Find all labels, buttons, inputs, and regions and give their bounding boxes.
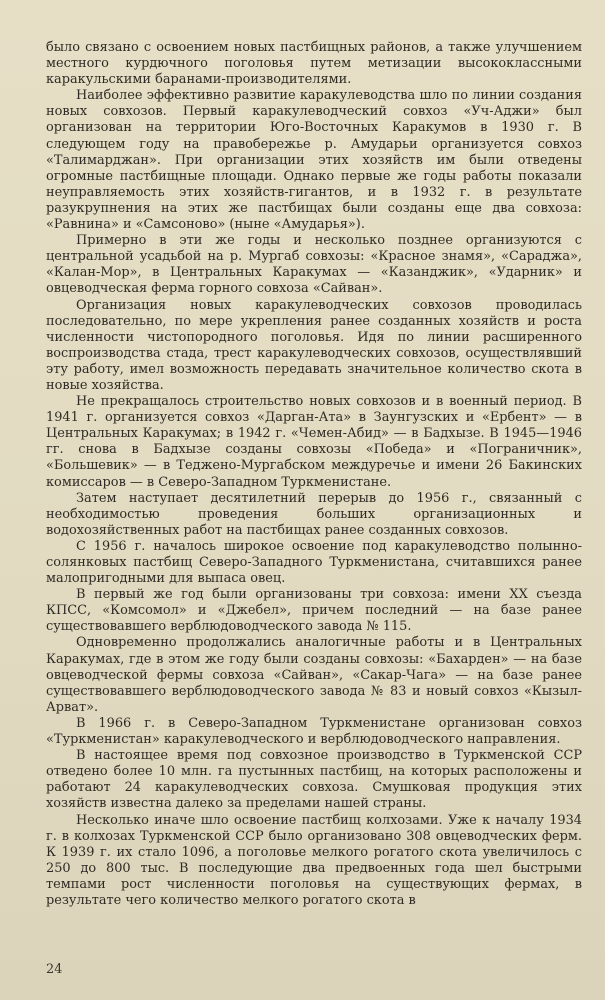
- paragraph-9: Одновременно продолжались аналогичные работы и в Центральных Каракумах, где в этом же году были созданы совхозы: «Бахарден» — на базе овцеводческой фермы совхоза «Сайван», «Сакар-Чага» — на базе ранее существовавшего верблюдоводческого завода № 83 и новый совхоз «Кызыл-Арват».: [46, 635, 582, 715]
- paragraph-5: Не прекращалось строительство новых совхозов и в военный период. В 1941 г. организуется совхоз «Дарган-Ата» в Заунгузских и «Ербент» — в Центральных Каракумах; в 1942 г. «Чемен-Абид» — в Бадхызе. В 1945—1946 гг. снова в Бадхызе созданы совхозы «Победа» и «Пограничник», «Большевик» — в Теджено-Мургабском междуречье и имени 26 Бакинских комиссаров — в Северо-Западном Туркменистане.: [46, 394, 582, 490]
- paragraph-1: было связано с освоением новых пастбищных районов, а также улучшением местного курдючного поголовья путем метизации высококлассными каракульскими баранами-производителями.: [46, 40, 582, 88]
- paragraph-6: Затем наступает десятилетний перерыв до 1956 г., связанный с необходимостью проведения больших организационных и водохозяйственных работ на пастбищах ранее созданных совхозов.: [46, 490, 582, 538]
- body-text: [46, 40, 582, 909]
- paragraph-2: Наиболее эффективно развитие каракулеводства шло по линии создания новых совхозов. Первый каракулеводческий совхоз «Уч-Аджи» был организован на территории Юго-Восточных Каракумов в 1930 г. В следующем году на правобережье р. Амударьи организуется совхоз «Талимарджан». При организации этих хозяйств им были отведены огромные пастбищные площади. Однако первые же годы работы показали неуправляемость этих хозяйств-гигантов, и в 1932 г. в результате разукрупнения на этих же пастбищах были созданы еще два совхоза: «Равнина» и «Самсоново» (ныне «Амударья»).: [46, 88, 582, 233]
- paragraph-11: В настоящее время под совхозное производство в Туркменской ССР отведено более 10 млн. га пустынных пастбищ, на которых расположены и работают 24 каракулеводческих совхоза. Смушковая продукция этих хозяйств известна далеко за пределами нашей страны.: [46, 748, 582, 812]
- paragraph-12: Несколько иначе шло освоение пастбищ колхозами. Уже к началу 1934 г. в колхозах Туркменской ССР было организовано 308 овцеводческих ферм. К 1939 г. их стало 1096, а поголовье мелкого рогатого скота увеличилось с 250 до 800 тыс. В последующие два предвоенных года шел быстрыми темпами рост численности поголовья на существующих фермах, в результате чего количество мелкого рогатого скота в: [46, 812, 582, 908]
- paragraph-10: В 1966 г. в Северо-Западном Туркменистане организован совхоз «Туркменистан» каракулеводческого и верблюдоводческого направления.: [46, 715, 582, 748]
- page-number: 24: [46, 962, 63, 977]
- paragraph-8: В первый же год были организованы три совхоза: имени XX съезда КПСС, «Комсомол» и «Джебел», причем последний — на базе ранее существовавшего верблюдоводческого завода № 115.: [46, 587, 582, 635]
- paragraph-3: Примерно в эти же годы и несколько позднее организуются с центральной усадьбой на р. Мургаб совхозы: «Красное знамя», «Сараджа», «Калан-Мор», в Центральных Каракумах — «Казанджик», «Ударник» и овцеводческая ферма горного совхоза «Сайван».: [46, 233, 582, 297]
- paragraph-7: С 1956 г. началось широкое освоение под каракулеводство полынно-солянковых пастбищ Северо-Западного Туркменистана, считавшихся ранее малопригодными для выпаса овец.: [46, 538, 582, 587]
- paragraph-4: Организация новых каракулеводческих совхозов проводилась последовательно, по мере укрепления ранее созданных хозяйств и роста численности чистопородного поголовья. Идя по линии расширенного воспроизводства стада, трест каракулеводческих совхозов, осуществлявший эту работу, имел возможность передавать значительное количество скота в новые хозяйства.: [46, 297, 582, 393]
